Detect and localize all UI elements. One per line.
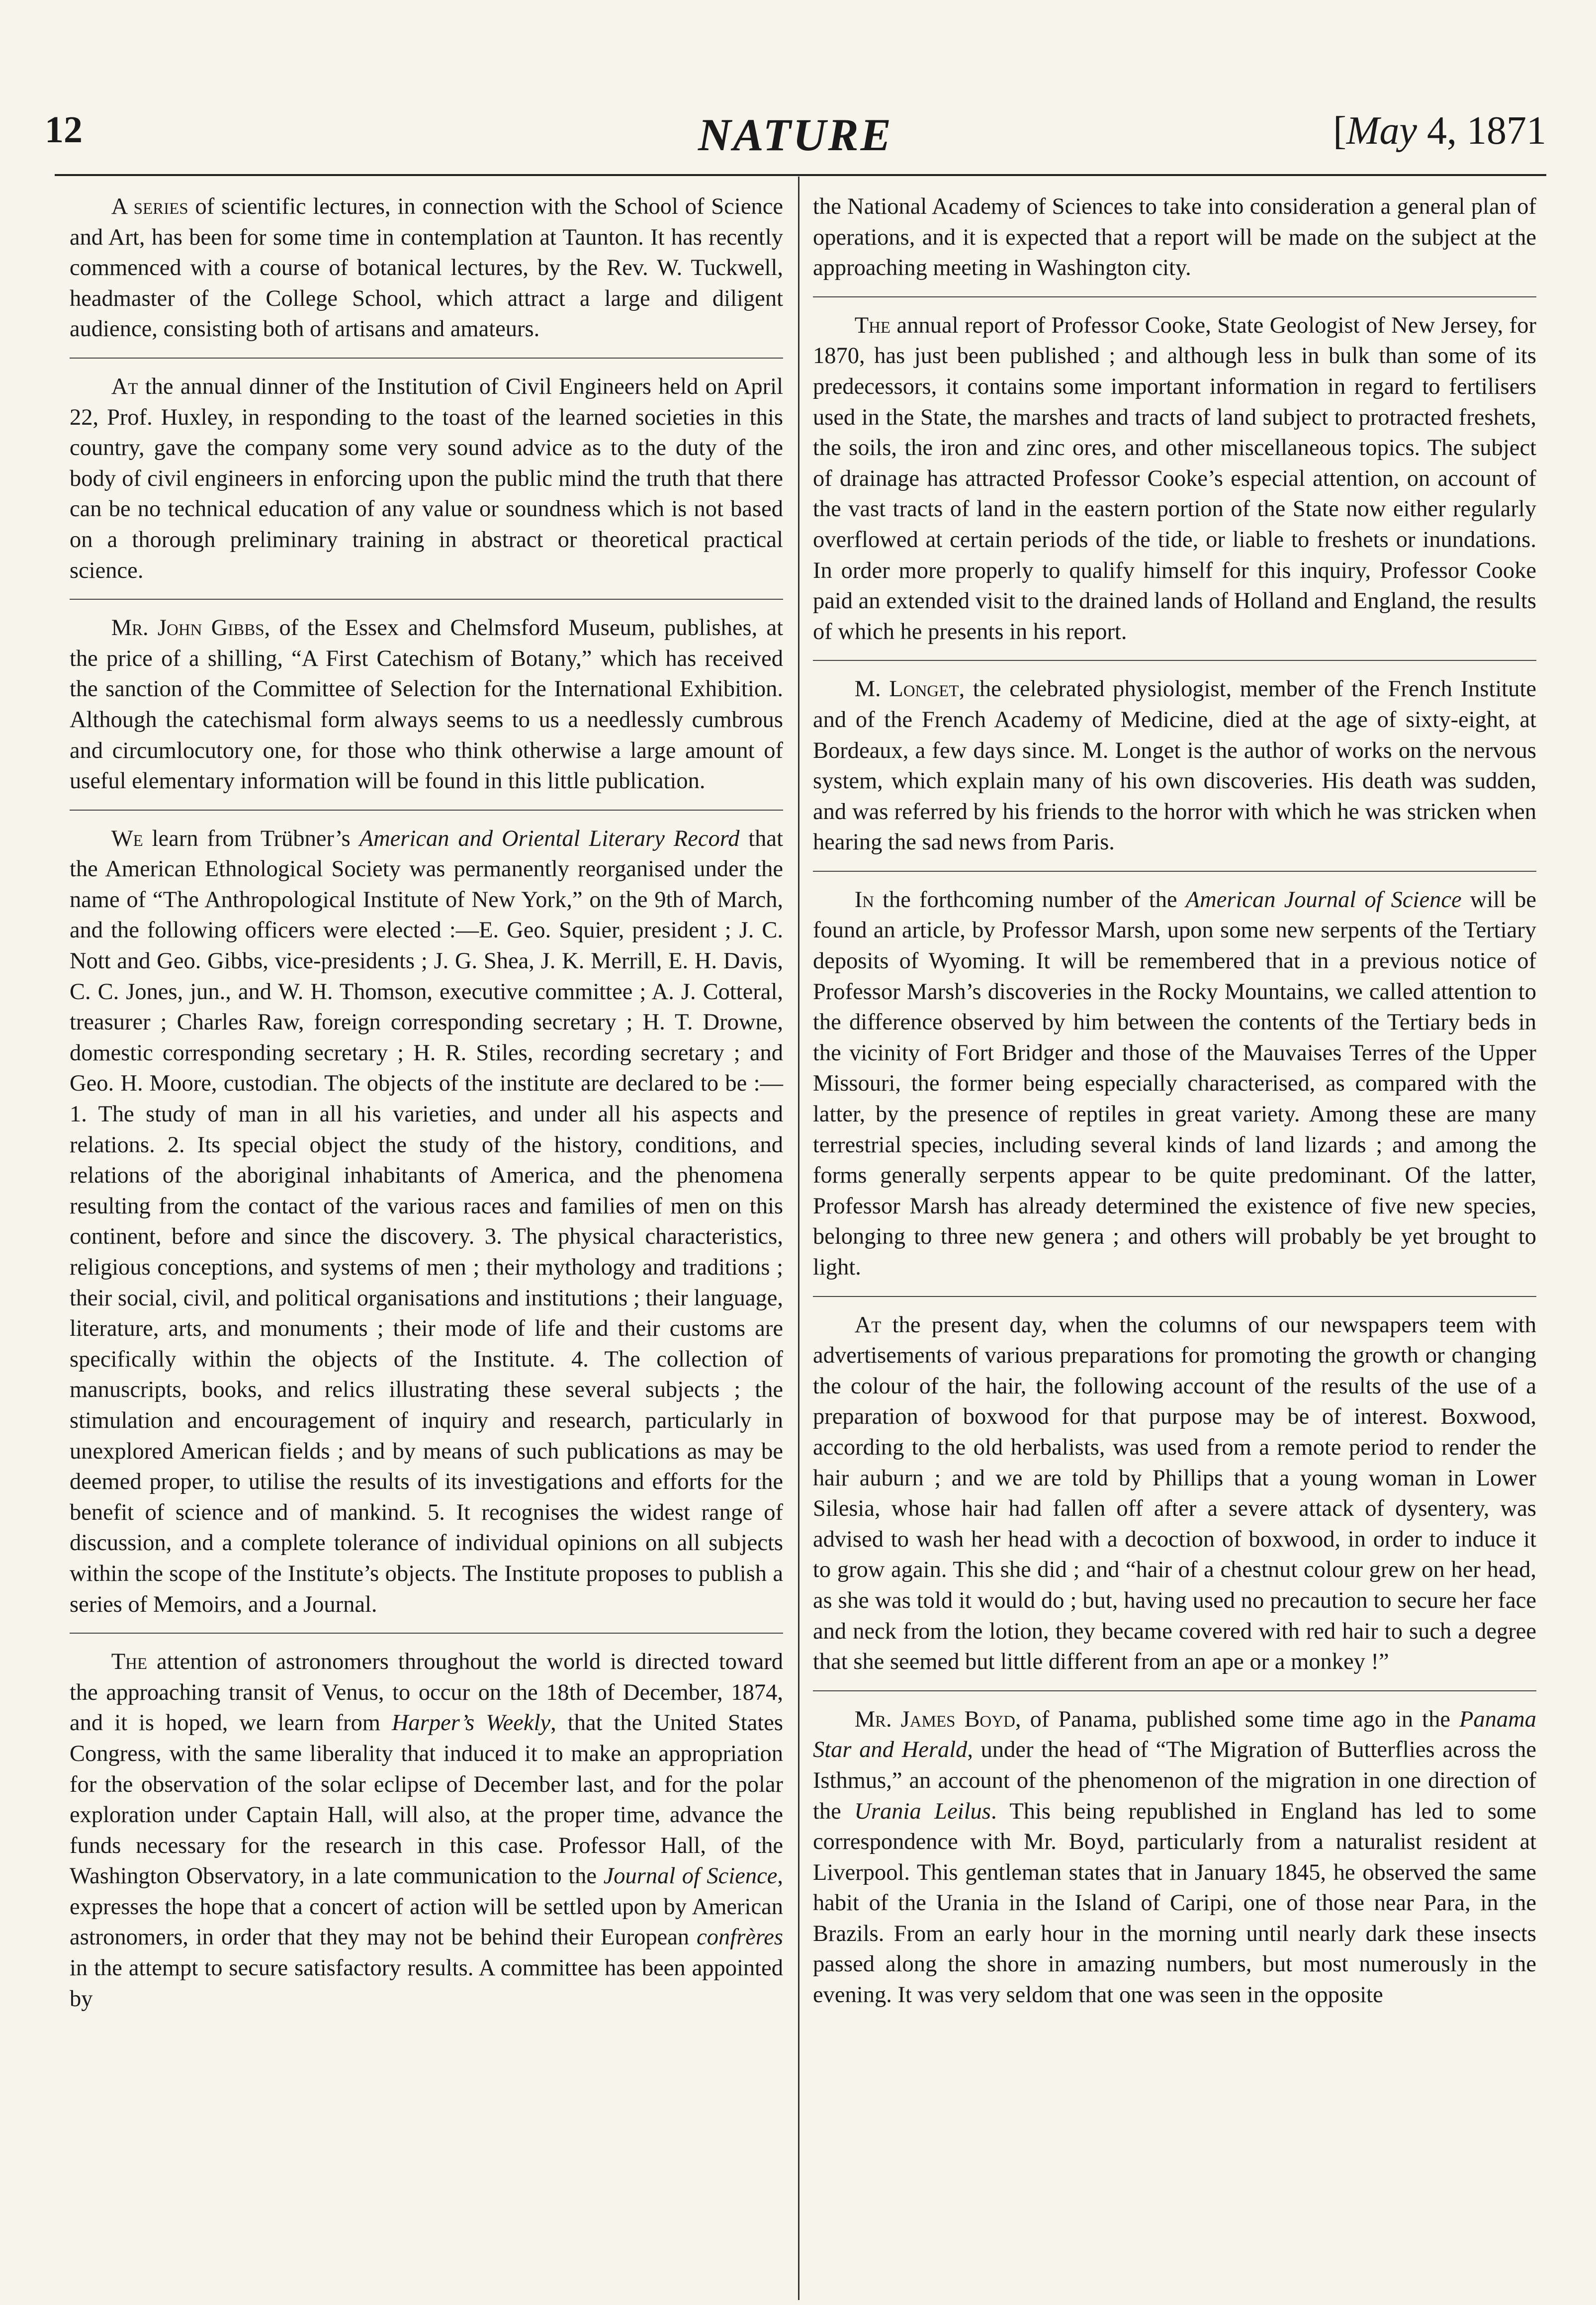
paragraph-botany-catechism	[70, 613, 783, 797]
paragraph-text: learn from Trübner’s	[143, 826, 359, 851]
page-number: 12	[45, 109, 83, 151]
column-divider	[798, 177, 799, 2300]
paragraph-text: will be found an article, by Professor Marsh, upon some new serpents of the Tertiary deposits of Wyoming. It will be remembered that in a previous notice of Professor Marsh’s discoveries in the Rocky Mountains, we called attention to the difference observed by him between the contents of the Tertiary beds in the vicinity of Fort Bridger and those of the Mauvaises Terres of the Upper Missouri, the former being especially characterised, as compared with the latter, by the presence of reptiles in great variety. Among these are many terrestrial species, including several kinds of land lizards ; and among the forms generally serpents appear to be quite predominant. Of the latter, Professor Marsh has already determined the existence of five new species, belonging to three new genera ; and others will probably be yet brought to light.	[813, 887, 1537, 1280]
right-column	[813, 191, 1536, 2011]
paragraph-text: the annual dinner of the Institution of Civil Engineers held on April 22, Prof. Huxley, in responding to the toast of the learned societies in this country, gave the company some very sound advice as to the duty of the body of civil engineers in enforcing upon the public mind the truth that there can be no technical education of any value or soundness which is not based on a thorough preliminary training in abstract or theoretical practical science.	[70, 373, 783, 583]
paragraph-text: . This being republished in England has led to some correspondence with Mr. Boyd, particularly from a naturalist resident at Liverpool. This gentleman states that in January 1845, he observed the same habit of the Urania in the Island of Caripi, one of those near Para, in the Brazils. From an early hour in the morning until nearly dark these insects passed along the shore in amazing numbers, but most numerously in the evening. It was very seldom that one was seen in the opposite	[813, 1798, 1536, 2008]
paragraph-italic: Urania Leilus	[854, 1798, 991, 1824]
paragraph-text: , of Panama, published some time ago in the	[1015, 1706, 1459, 1732]
paragraph-text: that the American Ethnological Society was permanently reorganised under the name of “The Anthropological Institute of New York,” on the 9th of March, and the following officers were elected :—E. Geo. Squier, president ; J. C. Nott and Geo. Gibbs, vice-presidents ; J. G. Shea, J. K. Merrill, E. H. Davis, C. C. Jones, jun., and W. H. Thomson, executive committee ; A. J. Cotteral, treasurer ; Charles Raw, foreign corresponding secretary ; H. T. Drowne, domestic corresponding secretary ; H. R. Stiles, recording secretary ; and Geo. H. Moore, custodian. The objects of the institute are declared to be :—1. The study of man in all his varieties, and under all his aspects and relations. 2. Its special object the study of the history, conditions, and relations of the aboriginal inhabitants of America, and the phenomena resulting from the contact of the various races and families of men on this continent, before and since the discovery. 3. The physical characteristics, religious conceptions, and systems of men ; their mythology and traditions ; their social, civil, and political organisations and institutions ; their language, literature, arts, and monuments ; their mode of life and their customs are specifically within the objects of the Institute. 4. The collection of manuscripts, books, and relics illustrating these several subjects ; the stimulation and encouragement of inquiry and research, particularly in unexplored American fields ; and by means of such publications as may be deemed proper, to utilise the results of its investigations and efforts for the benefit of science and of mankind. 5. It recognises the widest range of discussion, and a complete tolerance of individual opinions on all subjects within the scope of the Institute’s objects. The Institute proposes to publish a series of Memoirs, and a Journal.	[70, 826, 783, 1617]
paragraph-separator	[70, 599, 783, 600]
paragraph-italic: Journal of Science	[603, 1863, 778, 1889]
paragraph-lead: M. Longet	[854, 676, 959, 702]
paragraph-taunton-lectures	[70, 191, 783, 345]
paragraph-lead: The	[111, 1649, 148, 1675]
paragraph-italic: Panama Star and Herald	[813, 1706, 1536, 1763]
header-rule	[55, 174, 1546, 176]
paragraph-separator	[70, 810, 783, 811]
paragraph-text: , expresses the hope that a concert of action will be settled upon by American astronomers, in order that they may not be behind their European	[70, 1863, 783, 1950]
paragraph-text: attention of astronomers throughout the world is directed toward the approaching transit of Venus, to occur on the 18th of December, 1874, and it is hoped, we learn from	[70, 1649, 783, 1736]
paragraph-lead: At	[854, 1312, 882, 1338]
page-header	[45, 108, 1546, 163]
paragraph-italic: Harper’s Weekly	[391, 1710, 551, 1736]
paragraph-lead: We	[111, 826, 143, 851]
paragraph-separator	[70, 1633, 783, 1634]
paragraph-lead: A series	[111, 194, 188, 219]
paragraph-boxwood-hair	[813, 1310, 1536, 1677]
paragraph-text: , that the United States Congress, with the same liberality that induced it to make an appropriation for the observation of the solar eclipse of December last, and for the polar exploration under Captain Hall, will also, at the proper time, advance the funds necessary for the research in this case. Professor Hall, of the Washington Observatory, in a late communication to the	[70, 1710, 783, 1889]
paragraph-lead: Mr. James Boyd	[854, 1706, 1015, 1732]
paragraph-text: , of the Essex and Chelmsford Museum, publishes, at the price of a shilling, “A First Catechism of Botany,” which has received the sanction of the Committee of Selection for the International Exhibition. Although the catechismal form always seems to us a needlessly cumbrous and circumlocutory one, for those who think otherwise a large amount of useful elementary information will be found in this little publication.	[70, 615, 783, 794]
paragraph-text: , the celebrated physiologist, member of the French Institute and of the French Academy of Medicine, died at the age of sixty-eight, at Bordeaux, a few days since. M. Longet is the author of works on the nervous system, which explain many of his own discoveries. His death was sudden, and was referred by his friends to the horror with which he was stricken when hearing the sad news from Paris.	[813, 676, 1537, 855]
paragraph-text: the National Academy of Sciences to take into consideration a general plan of operations, and it is expected that a report will be made on the subject at the approaching meeting in Washington city.	[813, 194, 1536, 281]
paragraph-text: the present day, when the columns of our newspapers teem with advertisements of various preparations for promoting the growth or changing the colour of the hair, the following account of the results of the use of a preparation of boxwood for that purpose may be of interest. Boxwood, according to the old herbalists, was used from a remote period to render the hair auburn ; and we are told by Phillips that a young woman in Lower Silesia, whose hair had fallen off after a severe attack of dysentery, was advised to wash her head with a decoction of boxwood, in order to induce it to grow again. This she did ; and “hair of a chestnut colour grew on her head, as she was told it would do ; but, having used no precaution to secure her face and neck from the lotion, they became covered with red hair to such a degree that she seemed but little different from an ape or a monkey !”	[813, 1312, 1536, 1675]
left-column	[70, 191, 783, 2014]
paragraph-separator	[813, 296, 1536, 297]
paragraph-separator	[813, 1690, 1536, 1691]
issue-date	[1333, 108, 1546, 154]
paragraph-cooke-report	[813, 310, 1536, 647]
paragraph-separator	[70, 358, 783, 359]
paragraph-anthropological-institute	[70, 824, 783, 1620]
paragraph-butterfly-migration	[813, 1704, 1536, 2011]
paragraph-continuation	[813, 191, 1536, 283]
paragraph-separator	[813, 1296, 1536, 1297]
date-month: May	[1346, 109, 1417, 153]
paragraph-civil-engineers	[70, 371, 783, 586]
paragraph-lead: The	[854, 312, 891, 338]
paragraph-transit-of-venus	[70, 1647, 783, 2014]
paragraph-marsh-serpents	[813, 885, 1536, 1283]
paragraph-text: the forthcoming number of the	[874, 887, 1186, 913]
paragraph-italic: confrères	[697, 1925, 783, 1950]
date-bracket: [	[1333, 109, 1346, 153]
paragraph-lead: Mr. John Gibbs	[111, 615, 265, 641]
date-day-year: 4, 1871	[1417, 109, 1546, 153]
paragraph-text: of scientific lectures, in connection with the School of Science and Art, has been for some time in contemplation at Taunton. It has recently commenced with a course of botanical lectures, by the Rev. W. Tuckwell, headmaster of the College School, which attract a large and diligent audience, consisting both of artisans and amateurs.	[70, 194, 784, 342]
paragraph-italic: American Journal of Science	[1185, 887, 1462, 913]
paragraph-text: in the attempt to secure satisfactory results. A committee has been appointed by	[70, 1955, 783, 2012]
paragraph-separator	[813, 660, 1536, 661]
paragraph-longet-obituary	[813, 674, 1536, 858]
paragraph-italic: American and Oriental Literary Record	[359, 826, 740, 851]
paragraph-lead: At	[111, 373, 138, 399]
paragraph-lead: In	[854, 887, 875, 913]
paragraph-text: annual report of Professor Cooke, State Geologist of New Jersey, for 1870, has just been published ; and although less in bulk than some of its predecessors, it contains some important information in regard to fertilisers used in the State, the marshes and tracts of land subject to protracted freshets, the soils, the iron and zinc ores, and other miscellaneous topics. The subject of drainage has attracted Professor Cooke’s especial attention, on account of the vast tracts of land in the eastern portion of the State now either regularly overflowed at certain periods of the tide, or liable to freshets or inundations. In order more properly to qualify himself for this inquiry, Professor Cooke paid an extended visit to the drained lands of Holland and England, the results of which he presents in his report.	[813, 312, 1536, 645]
paragraph-separator	[813, 871, 1536, 872]
journal-title: NATURE	[698, 109, 893, 160]
paragraph-text: , under the head of “The Migration of Butterflies across the Isthmus,” an account of the phenomenon of the migration in one direction of the	[813, 1737, 1536, 1824]
